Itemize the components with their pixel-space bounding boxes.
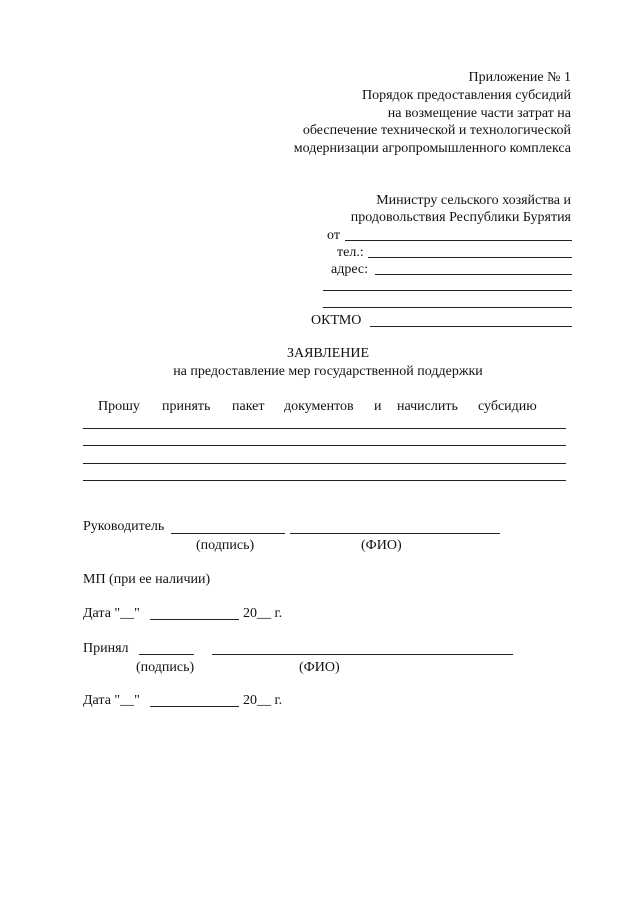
request-word-4: документов bbox=[284, 399, 354, 414]
request-line-1[interactable] bbox=[83, 428, 566, 429]
head-fio-field[interactable] bbox=[290, 533, 500, 534]
accepted-label: Принял bbox=[83, 641, 129, 656]
date2-label: Дата "__" bbox=[83, 693, 140, 708]
header-line-4: модернизации агропромышленного комплекса bbox=[293, 141, 571, 156]
appendix-number: Приложение № 1 bbox=[468, 70, 571, 85]
request-line-3[interactable] bbox=[83, 463, 566, 464]
accepted-fio-caption: (ФИО) bbox=[299, 660, 340, 675]
oktmo-field[interactable] bbox=[370, 326, 572, 327]
year2-label: 20__ г. bbox=[243, 693, 283, 708]
request-word-2: принять bbox=[162, 399, 211, 414]
addressee-line-2: продовольствия Республики Бурятия bbox=[350, 210, 571, 225]
address-field[interactable] bbox=[375, 274, 572, 275]
request-word-6: начислить bbox=[397, 399, 458, 414]
document-title: ЗАЯВЛЕНИЕ bbox=[286, 346, 370, 361]
request-line-4[interactable] bbox=[83, 480, 566, 481]
date2-month-field[interactable] bbox=[150, 706, 239, 707]
header-line-3: обеспечение технической и технологической bbox=[302, 123, 571, 138]
header-line-2: на возмещение части затрат на bbox=[387, 106, 571, 121]
phone-field[interactable] bbox=[368, 257, 572, 258]
oktmo-label: ОКТМО bbox=[311, 313, 362, 328]
signature-caption: (подпись) bbox=[196, 538, 255, 553]
date-label: Дата "__" bbox=[83, 606, 140, 621]
accepted-signature-field[interactable] bbox=[139, 654, 194, 655]
address-field-line-2[interactable] bbox=[323, 290, 572, 291]
request-word-7: субсидию bbox=[478, 399, 537, 414]
year-label: 20__ г. bbox=[243, 606, 283, 621]
head-label: Руководитель bbox=[83, 519, 165, 534]
accepted-fio-field[interactable] bbox=[212, 654, 513, 655]
addressee-line-1: Министру сельского хозяйства и bbox=[376, 193, 571, 208]
stamp-note: МП (при ее наличии) bbox=[83, 572, 211, 587]
address-field-line-3[interactable] bbox=[323, 307, 572, 308]
address-label: адрес: bbox=[331, 262, 369, 277]
header-line-1: Порядок предоставления субсидий bbox=[361, 88, 571, 103]
request-word-1: Прошу bbox=[98, 399, 140, 414]
date-month-field[interactable] bbox=[150, 619, 239, 620]
accepted-signature-caption: (подпись) bbox=[136, 660, 195, 675]
from-field[interactable] bbox=[345, 240, 572, 241]
phone-label: тел.: bbox=[337, 245, 364, 260]
fio-caption: (ФИО) bbox=[361, 538, 402, 553]
document-subtitle: на предоставление мер государственной поддержки bbox=[173, 364, 483, 379]
from-label: от bbox=[327, 228, 340, 243]
request-line-2[interactable] bbox=[83, 445, 566, 446]
request-word-5: и bbox=[374, 399, 382, 414]
head-signature-field[interactable] bbox=[171, 533, 285, 534]
request-word-3: пакет bbox=[232, 399, 265, 414]
